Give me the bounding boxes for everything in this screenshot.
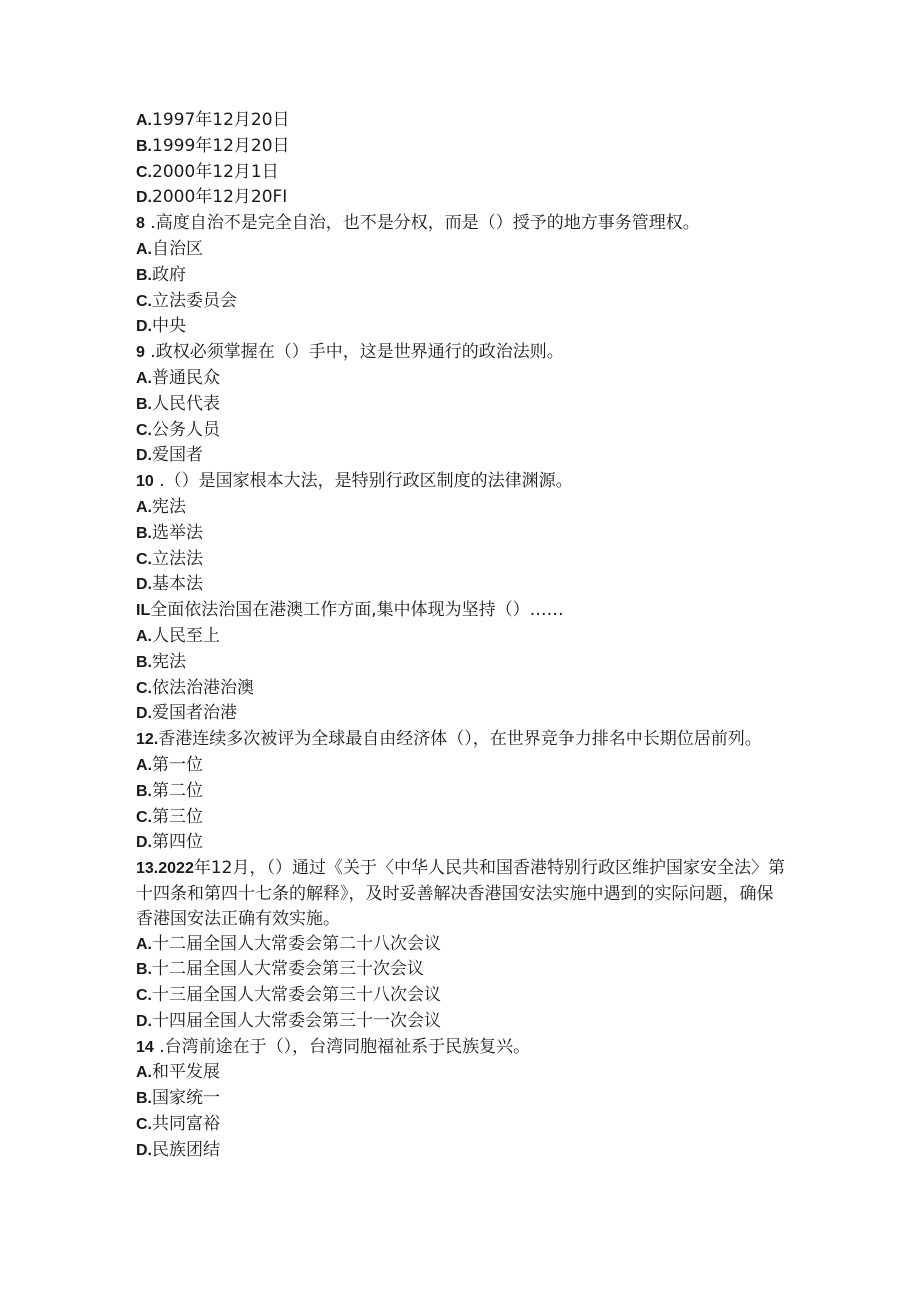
option-10-d: D.基本法 (136, 574, 203, 595)
option-8-d: D.中央 (136, 316, 186, 337)
question-8 (136, 211, 796, 340)
option-8-a: A.自治区 (136, 238, 203, 259)
option-10-b: B.选举法 (136, 522, 203, 543)
question-12-stem: 12.香港连续多次被评为全球最自由经济体（），在世界竞争力排名中长期位居前列。 (136, 729, 762, 750)
question-7-options (136, 108, 796, 211)
option-12-a: A.第一位 (136, 754, 203, 775)
option-13-a: A.十二届全国人大常委会第二十八次会议 (136, 933, 441, 954)
option-13-d: D.十四届全国人大常委会第三十一次会议 (136, 1010, 441, 1031)
option-11-b: B.宪法 (136, 651, 186, 672)
option-13-b: B.十二届全国人大常委会第三十次会议 (136, 959, 424, 980)
question-13-stem: 13.2022年12月，（）通过《关于〈中华人民共和国香港特别行政区维护国家安全法〉第十四条和第四十七条的解释》，及时妥善解决香港国安法实施中遇到的实际问题，确保香港国安法正确有效实施。 (136, 858, 785, 929)
option-9-d: D.爱国者 (136, 445, 203, 466)
option-12-d: D.第四位 (136, 832, 203, 853)
option-8-b: B.政府 (136, 264, 186, 285)
option-10-a: A.宪法 (136, 496, 186, 517)
option-14-b: B.国家统一 (136, 1088, 220, 1109)
question-13 (136, 856, 796, 1035)
option-11-d: D.爱国者治港 (136, 703, 237, 724)
option-12-b: B.第二位 (136, 780, 203, 801)
question-11 (136, 598, 796, 727)
question-8-stem: 8 .高度自治不是完全自治，也不是分权，而是（）授予的地方事务管理权。 (136, 213, 700, 234)
question-9-stem: 9 .政权必须掌握在（）手中，这是世界通行的政治法则。 (136, 342, 564, 363)
option-14-a: A.和平发展 (136, 1062, 220, 1083)
option-7-c: C.2000年12月1日 (136, 161, 279, 182)
question-10-stem: 10 .（）是国家根本大法，是特别行政区制度的法律渊源。 (136, 471, 573, 492)
option-8-c: C.立法委员会 (136, 290, 237, 311)
question-11-stem: IL全面依法治国在港澳工作方面,集中体现为坚持（）…… (136, 600, 564, 621)
option-13-c: C.十三届全国人大常委会第三十八次会议 (136, 985, 441, 1006)
option-11-a: A.人民至上 (136, 625, 220, 646)
option-14-d: D.民族团结 (136, 1139, 220, 1160)
option-9-b: B.人民代表 (136, 393, 220, 414)
option-9-c: C.公务人员 (136, 419, 220, 440)
question-14-stem: 14 .台湾前途在于（），台湾同胞福祉系于民族复兴。 (136, 1036, 531, 1057)
option-14-c: C.共同富裕 (136, 1114, 220, 1135)
exam-page (136, 108, 796, 1164)
option-9-a: A.普通民众 (136, 367, 220, 388)
question-14 (136, 1035, 796, 1164)
question-12 (136, 727, 796, 856)
question-9 (136, 340, 796, 469)
option-7-d: D.2000年12月20FI (136, 187, 288, 208)
question-10 (136, 469, 796, 598)
option-10-c: C.立法法 (136, 548, 203, 569)
option-7-b: B.1999年12月20日 (136, 135, 290, 156)
option-7-a: A.1997年12月20日 (136, 110, 290, 130)
option-11-c: C.依法治港治澳 (136, 677, 254, 698)
option-12-c: C.第三位 (136, 806, 203, 827)
